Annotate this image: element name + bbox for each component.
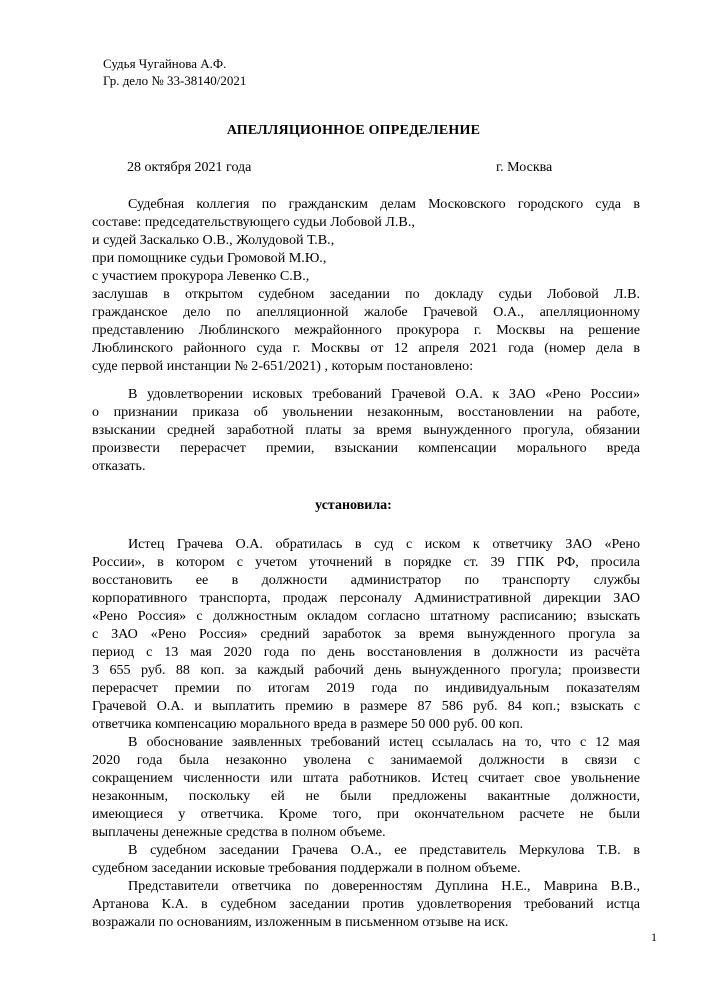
text-line: о признании приказа об увольнении незаконным, восстановлении на работе, — [92, 404, 640, 420]
text-line: имеющиеся у ответчика. Кроме того, при окончательном расчете не были — [92, 806, 640, 822]
text-line: гражданское дело по апелляционной жалобе Грачевой О.А., апелляционному — [92, 304, 640, 320]
page-number: 1 — [651, 930, 657, 944]
intro-paragraph — [92, 195, 640, 375]
text-line: и судей Заскалько О.В., Жолудовой Т.В., — [92, 232, 335, 248]
text-line: взыскании средней заработной платы за время вынужденного прогула, обязании — [92, 422, 640, 438]
text-line: отказать. — [92, 458, 146, 474]
text-line: заслушав в открытом судебном заседании по докладу судьи Лобовой Л.В. — [92, 286, 640, 302]
text-line: период с 13 мая 2020 года по день восстановления в должности из расчёта — [92, 644, 640, 660]
text-line: перерасчет премии по итогам 2019 года по индивидуальным показателям — [92, 680, 640, 696]
text-line: сокращением численности или штата работников. Истец считает свое увольнение — [92, 770, 640, 786]
text-line: произвести перерасчет премии, взыскании компенсации морального вреда — [92, 440, 640, 456]
case-number: Гр. дело № 33-38140/2021 — [103, 73, 247, 88]
document-date: 28 октября 2021 года — [127, 160, 252, 175]
text-line: Судебная коллегия по гражданским делам Московского городского суда в — [128, 196, 640, 212]
text-line: В обоснование заявленных требований истец ссылалась на то, что с 12 мая — [128, 734, 640, 750]
text-line: Люблинского районного суда г. Москвы от 12 апреля 2021 года (номер дела в — [92, 340, 640, 356]
judge-name: Судья Чугайнова А.Ф. — [103, 56, 227, 71]
text-line: возражали по основаниям, изложенным в письменном отзыве на иск. — [92, 914, 509, 930]
text-line: незаконным, поскольку ей не были предложены вакантные должности, — [92, 788, 640, 804]
text-line: восстановить ее в должности администратор по транспорту службы — [92, 572, 640, 588]
text-line: В удовлетворении исковых требований Грачевой О.А. к ЗАО «Рено России» — [128, 386, 640, 402]
text-line: выплачены денежные средства в полном объеме. — [92, 824, 386, 840]
text-line: судебном заседании исковые требования поддержали в полном объеме. — [92, 860, 521, 876]
text-line: ответчика компенсацию морального вреда в размере 50 000 руб. 00 коп. — [92, 716, 524, 732]
text-line: составе: председательствующего судьи Лобовой Л.В., — [92, 214, 415, 230]
text-line: 3 655 руб. 88 коп. за каждый рабочий день вынужденного прогула; произвести — [92, 662, 640, 678]
section-heading: установила: — [315, 498, 392, 513]
text-line: России», в котором с учетом уточнений в порядке ст. 39 ГПК РФ, просила — [92, 554, 640, 570]
text-line: Истец Грачева О.А. обратилась в суд с иском к ответчику ЗАО «Рено — [128, 536, 640, 552]
text-line: с участием прокурора Левенко С.В., — [92, 268, 310, 284]
text-line: Грачевой О.А. и выплатить премию в размере 87 586 руб. 84 коп.; взыскать с — [92, 698, 640, 714]
document-title: АПЕЛЛЯЦИОННОЕ ОПРЕДЕЛЕНИЕ — [226, 123, 481, 138]
text-line: Представители ответчика по доверенностям Дуплина Н.Е., Маврина В.В., — [128, 878, 640, 894]
text-line: «Рено Россия» с должностным окладом согласно штатному расписанию; взыскать — [92, 608, 640, 624]
decision-paragraph — [92, 385, 640, 475]
text-line: корпоративного транспорта, продаж персоналу Административной дирекции ЗАО — [92, 590, 640, 606]
document-city: г. Москва — [496, 160, 553, 175]
text-line: с ЗАО «Рено Россия» средний заработок за время вынужденного прогула за — [92, 626, 640, 642]
text-line: В судебном заседании Грачева О.А., ее представитель Меркулова Т.В. в — [128, 842, 640, 858]
text-line: 2020 года была незаконно уволена с занимаемой должности в связи с — [92, 752, 640, 768]
text-line: суде первой инстанции № 2-651/2021) , которым постановлено: — [92, 358, 474, 374]
main-text — [92, 535, 640, 931]
text-line: Артанова К.А. в судебном заседании против удовлетворения требований истца — [92, 896, 640, 912]
text-line: представлению Люблинского межрайонного прокурора г. Москвы на решение — [92, 322, 640, 338]
text-line: при помощнике судьи Громовой М.Ю., — [92, 250, 327, 266]
